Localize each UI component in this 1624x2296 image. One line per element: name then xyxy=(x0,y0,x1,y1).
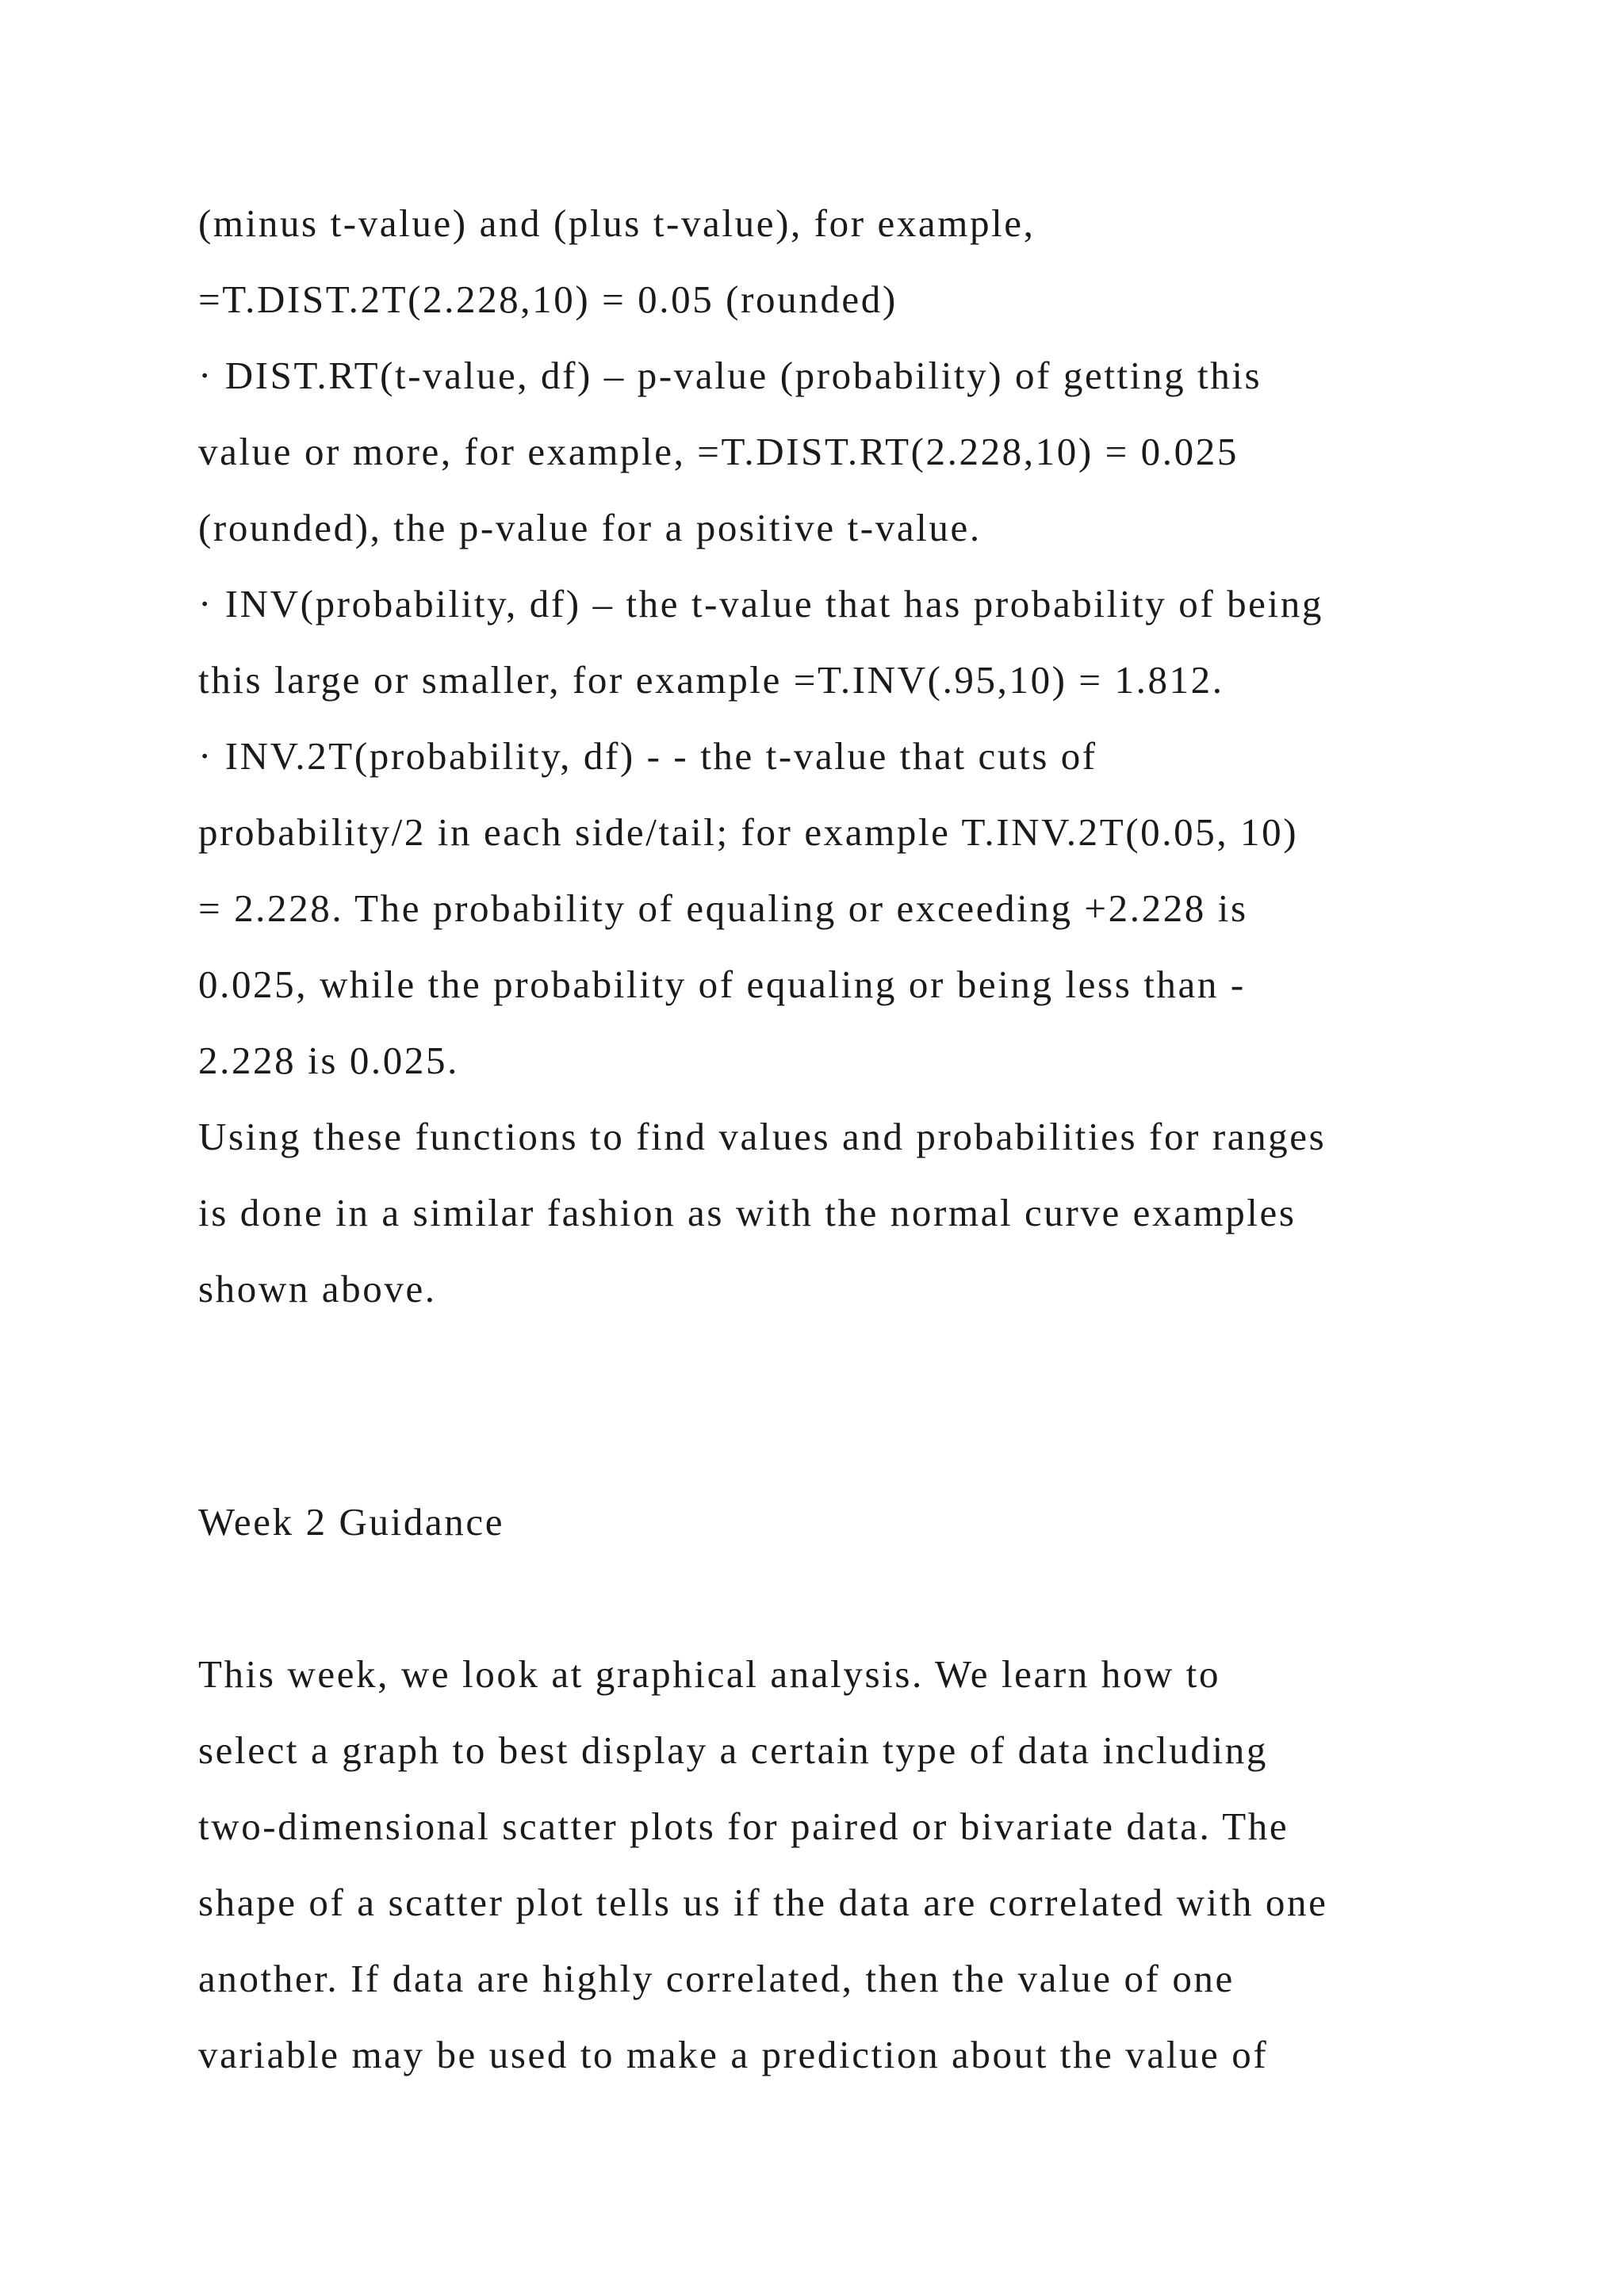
text-line: · INV.2T(probability, df) - - the t-value that cuts of xyxy=(198,734,1097,778)
text-line: This week, we look at graphical analysis. We learn how to xyxy=(198,1652,1221,1696)
text-line: shape of a scatter plot tells us if the data are correlated with one xyxy=(198,1881,1328,1924)
section-heading: Week 2 Guidance xyxy=(198,1500,505,1544)
text-line: shown above. xyxy=(198,1267,437,1311)
text-line: =T.DIST.2T(2.228,10) = 0.05 (rounded) xyxy=(198,277,898,321)
text-line: another. If data are highly correlated, then the value of one xyxy=(198,1957,1235,2000)
text-line: 0.025, while the probability of equaling or being less than - xyxy=(198,962,1246,1006)
text-line: = 2.228. The probability of equaling or exceeding +2.228 is xyxy=(198,886,1248,930)
text-line: Using these functions to find values and probabilities for ranges xyxy=(198,1115,1327,1158)
text-line: (rounded), the p-value for a positive t-value. xyxy=(198,506,982,549)
text-line: probability/2 in each side/tail; for example T.INV.2T(0.05, 10) xyxy=(198,810,1299,854)
text-line: variable may be used to make a prediction about the value of xyxy=(198,2033,1269,2076)
text-line: is done in a similar fashion as with the normal curve examples xyxy=(198,1191,1297,1234)
text-line: this large or smaller, for example =T.INV(.95,10) = 1.812. xyxy=(198,658,1224,702)
text-line: · INV(probability, df) – the t-value that has probability of being xyxy=(198,582,1323,626)
text-line: · DIST.RT(t-value, df) – p-value (probability) of getting this xyxy=(198,354,1262,397)
text-line: 2.228 is 0.025. xyxy=(198,1039,459,1082)
text-line: two-dimensional scatter plots for paired or bivariate data. The xyxy=(198,1804,1289,1848)
text-line: (minus t-value) and (plus t-value), for example, xyxy=(198,201,1036,245)
text-line: value or more, for example, =T.DIST.RT(2.228,10) = 0.025 xyxy=(198,430,1239,473)
text-line: select a graph to best display a certain type of data including xyxy=(198,1728,1268,1772)
